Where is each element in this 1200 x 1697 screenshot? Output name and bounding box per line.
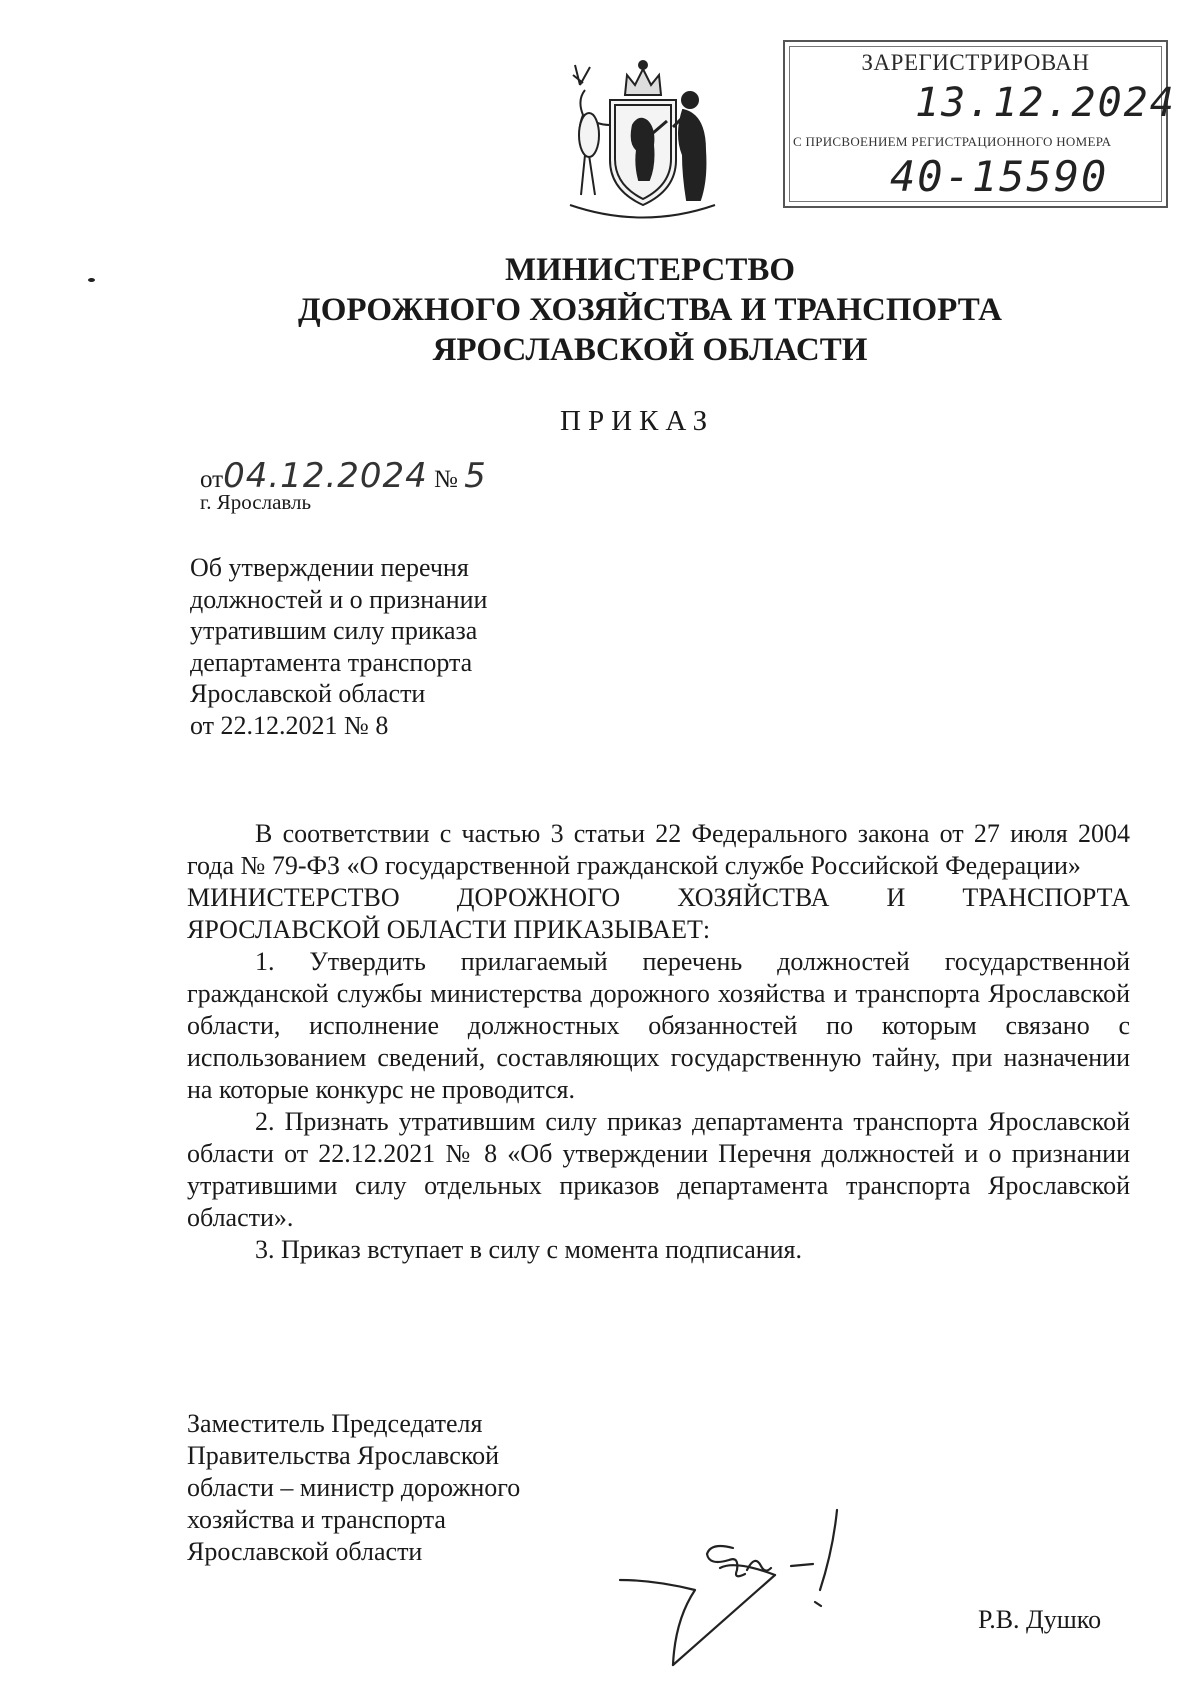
preamble: В соответствии с частью 3 статьи 22 Федерального закона от 27 июля 2004 года № 79-ФЗ «О государственной гражданской службе Российской Федерации» xyxy=(187,819,1130,880)
order-date: 04.12.2024 xyxy=(223,456,428,496)
signer-title xyxy=(187,1408,567,1568)
scan-speck xyxy=(88,278,95,282)
from-label: от xyxy=(200,466,224,493)
signer-title-line: Заместитель Председателя xyxy=(187,1409,483,1438)
coat-of-arms-emblem xyxy=(555,55,730,230)
subject-line: должностей и о признании xyxy=(190,584,488,614)
order-directive-line-1: МИНИСТЕРСТВО ДОРОЖНОГО ХОЗЯЙСТВА И ТРАНСПОРТА xyxy=(187,883,1130,912)
number-label: № xyxy=(434,466,458,493)
order-subject xyxy=(190,552,550,741)
subject-line: Об утверждении перечня xyxy=(190,553,469,582)
stamp-date: 13.12.2024 xyxy=(915,80,1176,126)
ministry-line-2: ДОРОЖНОГО ХОЗЯЙСТВА И ТРАНСПОРТА xyxy=(298,292,1002,328)
order-directive-line-2: ЯРОСЛАВСКОЙ ОБЛАСТИ ПРИКАЗЫВАЕТ: xyxy=(187,915,711,944)
order-number: 5 xyxy=(464,456,487,496)
subject-line: от 22.12.2021 № 8 xyxy=(190,710,389,740)
stamp-title: ЗАРЕГИСТРИРОВАН xyxy=(861,50,1090,75)
stamp-registration-number: 40-15590 xyxy=(890,152,1109,201)
signer-title-line: хозяйства и транспорта xyxy=(187,1505,446,1534)
order-item-1: 1. Утвердить прилагаемый перечень должностей государственной гражданской службы министерства дорожного хозяйства и транспорта Ярославской области, исполнение должностных обязанностей по которым связано с использованием сведений, составляющих государственную тайну, при назначении на которые конкурс не проводится. xyxy=(187,947,1130,1104)
registration-stamp xyxy=(783,40,1176,208)
signer-title-line: области – министр дорожного xyxy=(187,1473,521,1502)
order-item-3: 3. Приказ вступает в силу с момента подписания. xyxy=(255,1235,803,1264)
signer-title-line: Правительства Ярославской xyxy=(187,1441,500,1470)
order-title: ПРИКАЗ xyxy=(560,405,715,437)
signer-title-line: Ярославской области xyxy=(187,1537,423,1566)
subject-line: утратившим силу приказа xyxy=(190,616,478,645)
ministry-line-3: ЯРОСЛАВСКОЙ ОБЛАСТИ xyxy=(432,332,868,368)
stamp-caption: С ПРИСВОЕНИЕМ РЕГИСТРАЦИОННОГО НОМЕРА xyxy=(793,134,1112,149)
handwritten-signature xyxy=(615,1490,915,1670)
ministry-line-1: МИНИСТЕРСТВО xyxy=(504,252,796,288)
city: г. Ярославль xyxy=(200,490,312,514)
subject-line: Ярославской области xyxy=(190,679,426,708)
subject-line: департамента транспорта xyxy=(190,647,473,677)
signer-name: Р.В. Душко xyxy=(978,1605,1102,1634)
order-body xyxy=(187,818,1130,1266)
order-item-2: 2. Признать утратившим силу приказ департамента транспорта Ярославской области от 22.12.2021 № 8 «Об утверждении Перечня должностей и о признании утратившими силу отдельных приказов департамента транспорта Ярославской области». xyxy=(187,1107,1130,1232)
ministry-header xyxy=(180,250,1120,370)
